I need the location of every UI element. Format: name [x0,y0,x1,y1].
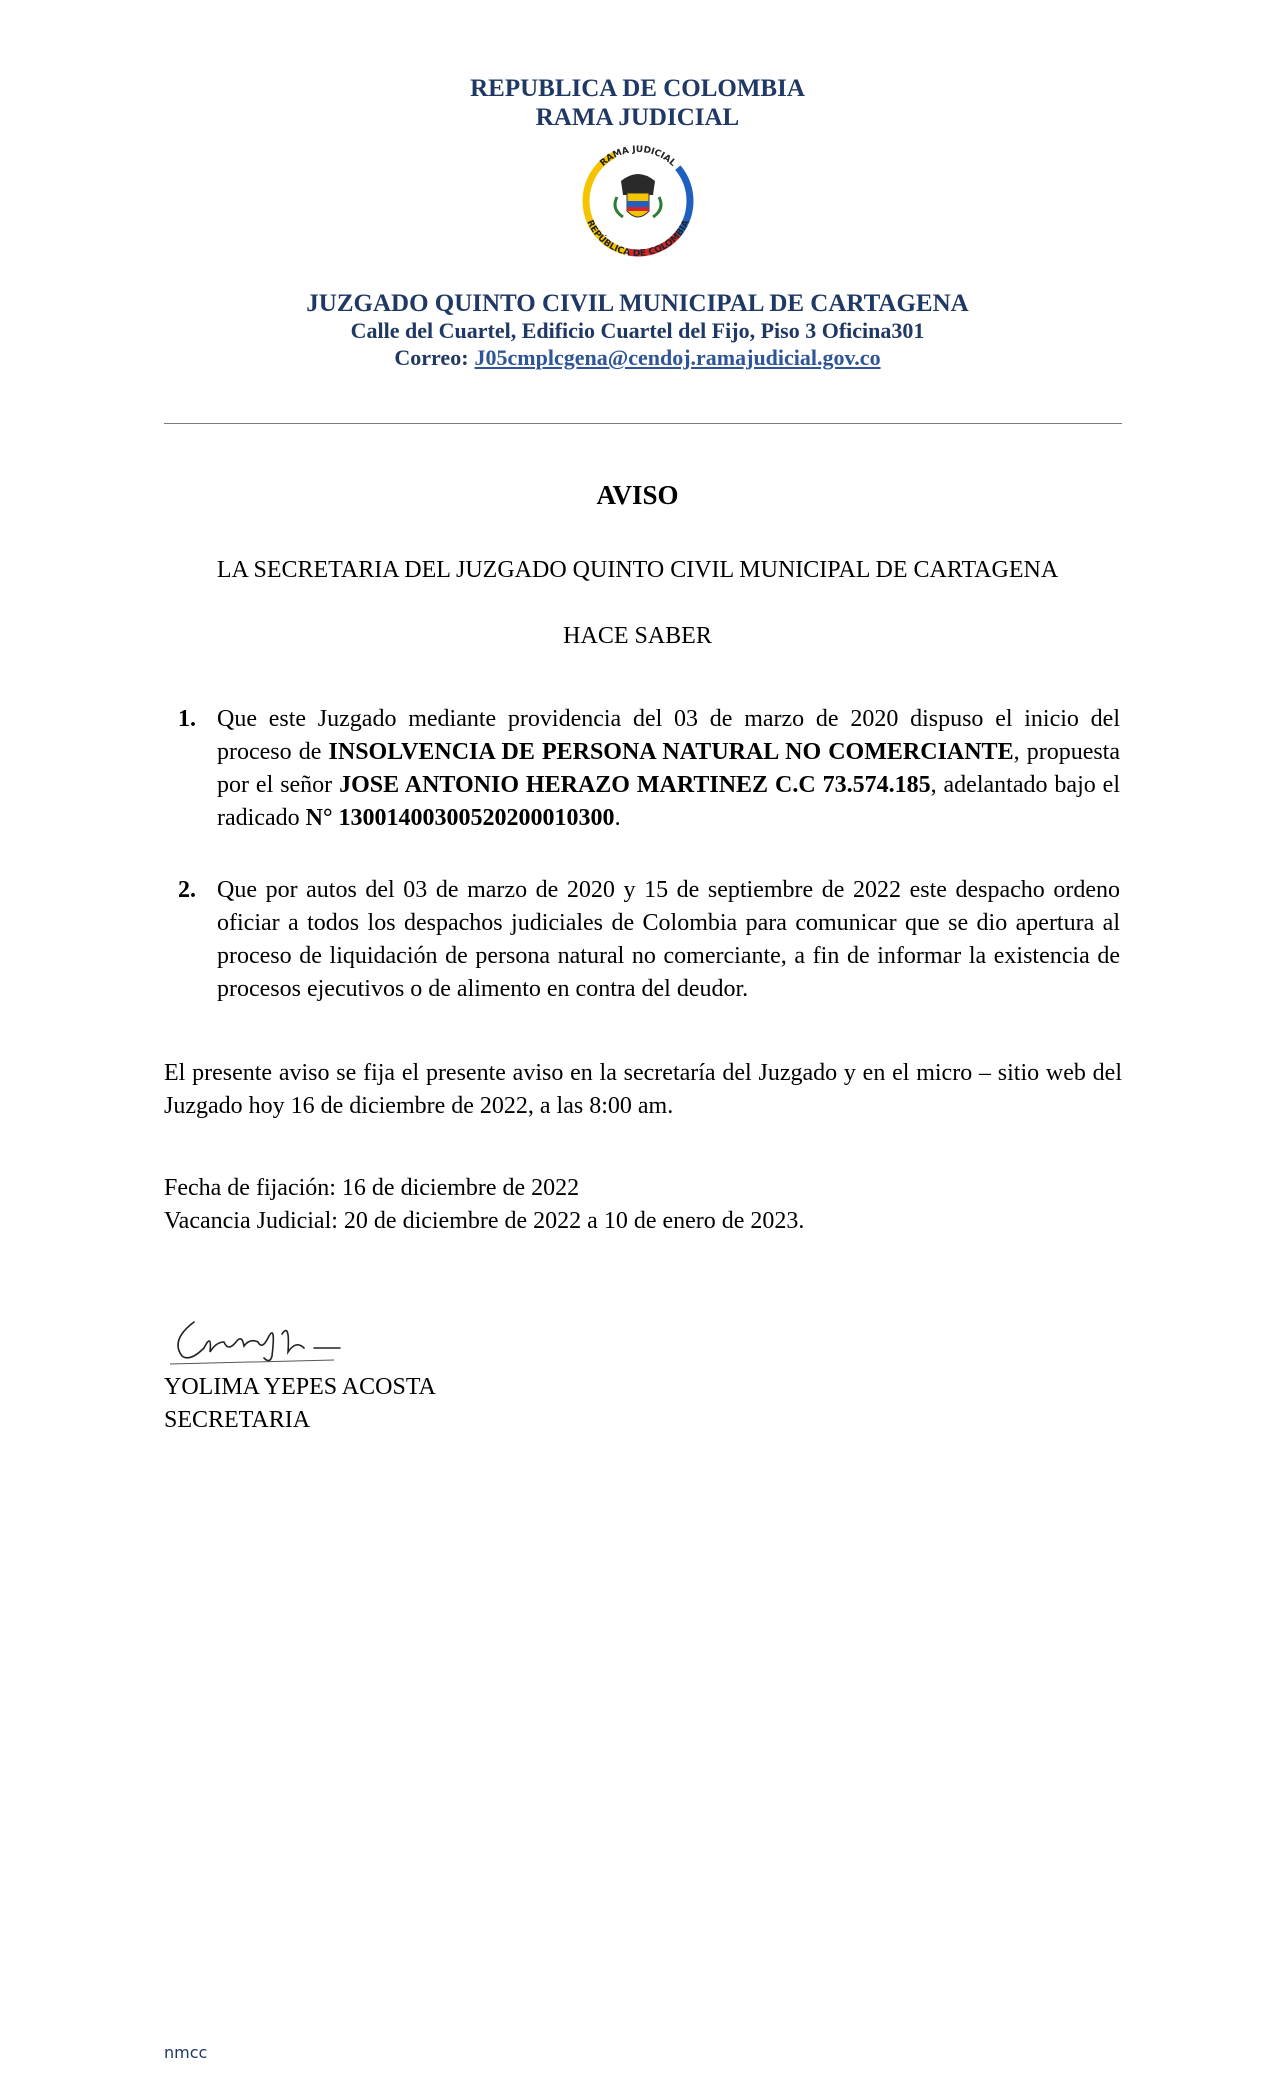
issuer-line: LA SECRETARIA DEL JUZGADO QUINTO CIVIL MUNICIPAL DE CARTAGENA [216,557,1059,583]
handwritten-signature-icon [164,1312,344,1370]
fijacion-paragraph: El presente aviso se fija el presente aviso en la secretaría del Juzgado y en el micro – sitio web del Juzgado hoy 16 de diciembre de 2022, a las 8:00 am. [164,1060,1122,1119]
email-label: Correo: [394,345,469,370]
item-number: 1. [178,706,196,732]
dates-block [164,1172,1122,1238]
signer-name: YOLIMA YEPES ACOSTA [164,1374,436,1400]
court-email-line [0,345,1275,371]
email-link[interactable]: J05cmplcgena@cendoj.ramajudicial.gov.co [474,345,881,370]
header-branch: RAMA JUDICIAL [535,104,740,131]
court-address: Calle del Cuartel, Edificio Cuartel del Fijo, Piso 3 Oficina301 [350,318,925,343]
rama-judicial-seal-icon [567,137,709,265]
item-text: Que por autos del 03 de marzo de 2020 y 15 de septiembre de 2022 este despacho ordeno oficiar a todos los despachos judiciales de Colombia para comunicar que se dio apertura al proceso de liquidación de persona natural no comerciante, a fin de informar la existencia de procesos ejecutivos o de alimento en contra del deudor. [217,877,1120,1002]
svg-text:RAMA JUDICIAL: RAMA JUDICIAL [598,144,678,169]
svg-text:REPÚBLICA DE COLOMBIA: REPÚBLICA DE COLOMBIA [584,218,692,260]
signer-role: SECRETARIA [164,1407,311,1433]
signer-block [164,1371,436,1437]
vacancia-judicial: Vacancia Judicial: 20 de diciembre de 2022 a 10 de enero de 2023. [164,1208,805,1234]
header-divider [164,423,1122,424]
item-text: Que este Juzgado mediante providencia del 03 de marzo de 2020 dispuso el inicio del proceso de INSOLVENCIA DE PERSONA NATURAL NO COMERCIANTE, propuesta por el señor JOSE ANTONIO HERAZO MARTINEZ C.C 73.574.185, adelantado bajo el radicado N° 13001400300520200010300. [217,706,1120,831]
header-country: REPUBLICA DE COLOMBIA [470,75,805,102]
item-number: 2. [178,877,196,903]
footer-initials: nmcc [164,2043,208,2062]
document-title: AVISO [596,480,679,510]
court-name: JUZGADO QUINTO CIVIL MUNICIPAL DE CARTAGENA [306,290,969,317]
fecha-fijacion: Fecha de fijación: 16 de diciembre de 2022 [164,1175,580,1201]
hace-saber: HACE SABER [563,623,712,649]
